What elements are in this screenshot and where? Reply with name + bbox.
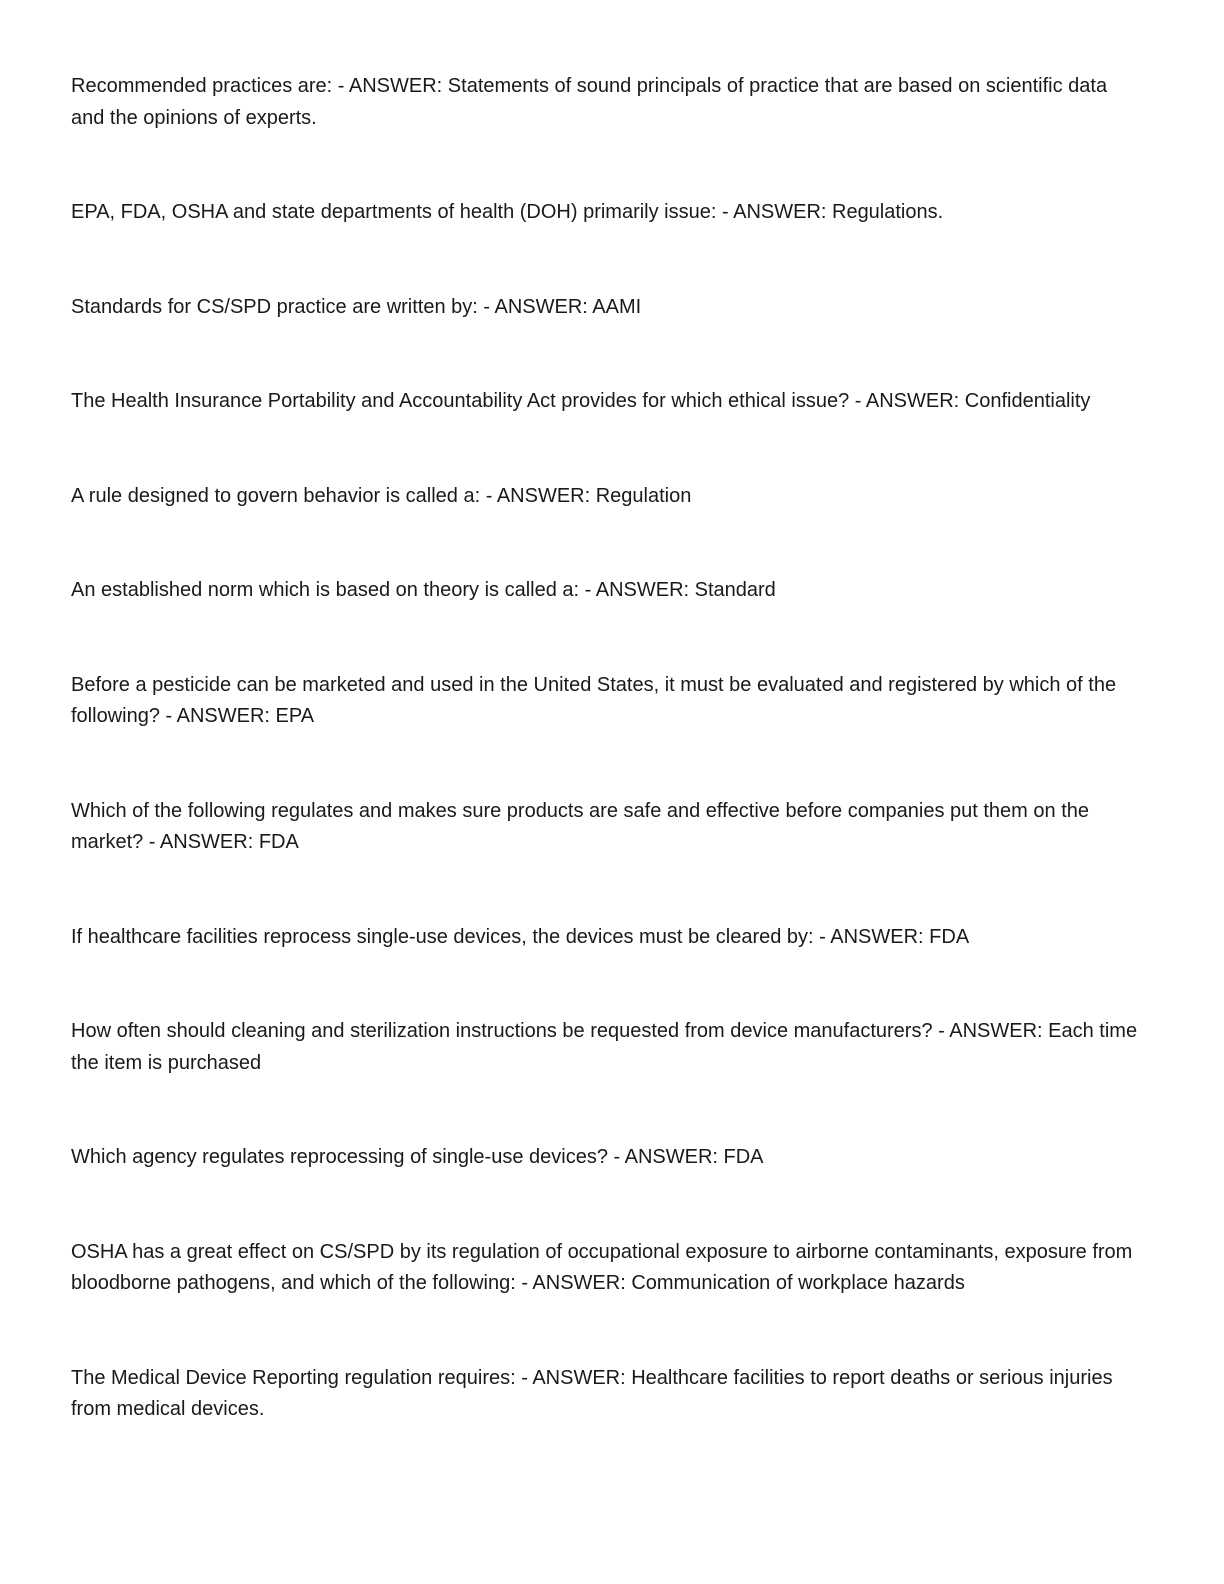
qa-list xyxy=(71,71,1142,1426)
qa-item: Which agency regulates reprocessing of single-use devices? - ANSWER: FDA xyxy=(71,1146,764,1168)
qa-item: EPA, FDA, OSHA and state departments of health (DOH) primarily issue: - ANSWER: Regulations. xyxy=(71,201,944,223)
qa-item: If healthcare facilities reprocess single-use devices, the devices must be cleared by: - ANSWER: FDA xyxy=(71,925,970,948)
qa-item: How often should cleaning and sterilization instructions be requested from device manufacturers? - ANSWER: Each time the item is purchased xyxy=(71,1020,1138,1074)
qa-item: OSHA has a great effect on CS/SPD by its regulation of occupational exposure to airborne contaminants, exposure from bloodborne pathogens, and which of the following: - ANSWER: Communication of workplace hazards xyxy=(71,1240,1133,1294)
qa-item: Which of the following regulates and makes sure products are safe and effective before companies put them on the market? - ANSWER: FDA xyxy=(71,799,1089,853)
qa-item: The Health Insurance Portability and Accountability Act provides for which ethical issue? - ANSWER: Confidentiality xyxy=(71,390,1091,412)
qa-item: Before a pesticide can be marketed and used in the United States, it must be evaluated and registered by which of the following? - ANSWER: EPA xyxy=(71,673,1117,727)
qa-item: Recommended practices are: - ANSWER: Statements of sound principals of practice that are based on scientific data and the opinions of experts. xyxy=(71,75,1108,129)
qa-item: A rule designed to govern behavior is called a: - ANSWER: Regulation xyxy=(71,484,692,507)
qa-item: An established norm which is based on theory is called a: - ANSWER: Standard xyxy=(71,579,776,601)
qa-item: The Medical Device Reporting regulation requires: - ANSWER: Healthcare facilities to report deaths or serious injuries from medical devices. xyxy=(71,1366,1113,1420)
qa-item: Standards for CS/SPD practice are written by: - ANSWER: AAMI xyxy=(71,295,642,318)
